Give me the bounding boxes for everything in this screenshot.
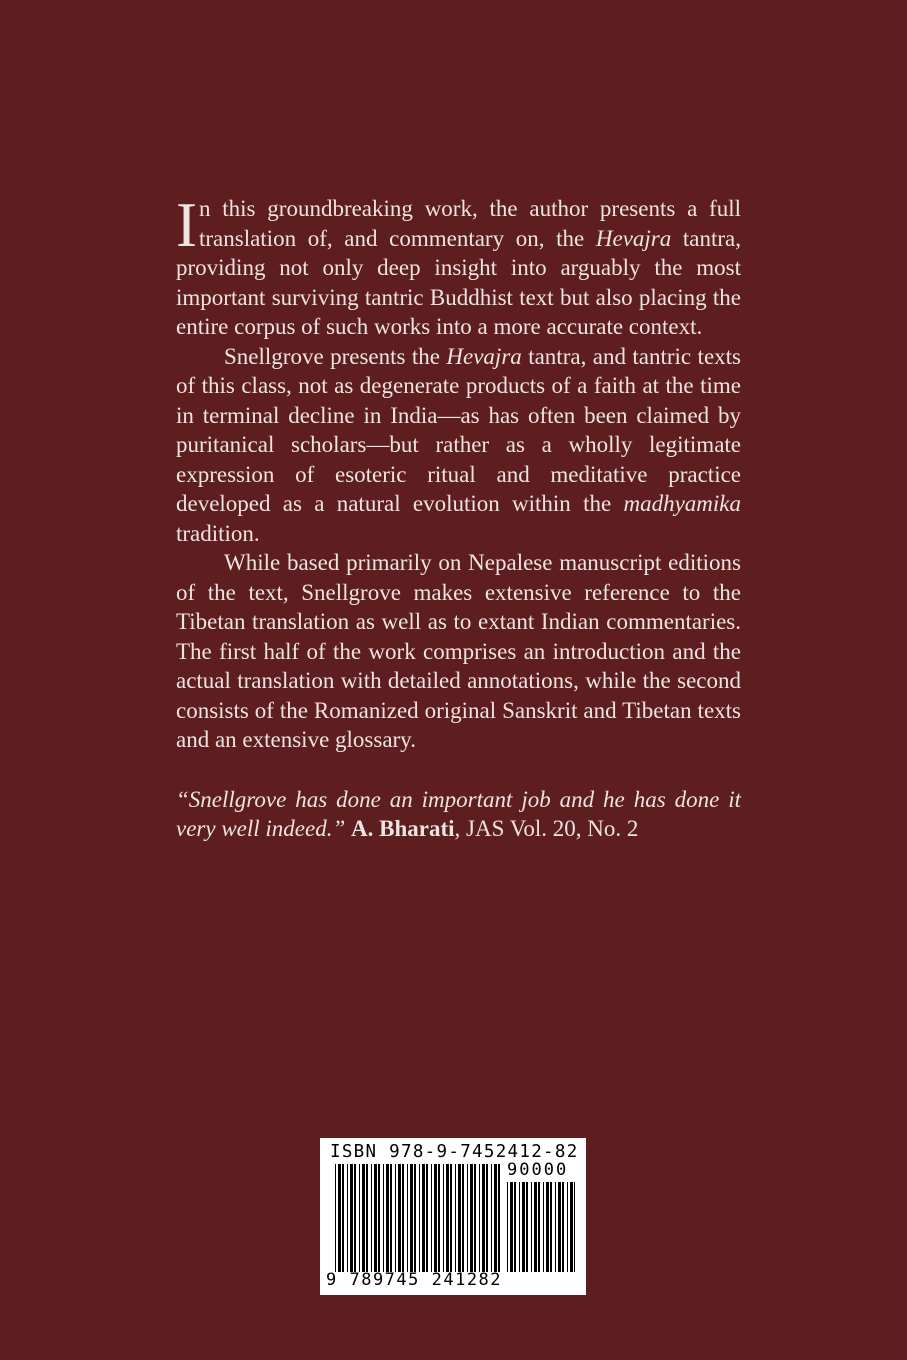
barcode-bar	[438, 1164, 440, 1272]
barcode-bar	[386, 1164, 389, 1272]
blurb-p2-term: madhyamika	[623, 491, 741, 516]
barcode-bar	[555, 1182, 556, 1272]
barcode-bar	[455, 1164, 456, 1272]
barcode-bar	[422, 1164, 425, 1272]
blurb-p2-text-c: tradition.	[176, 520, 260, 546]
barcode-bar	[458, 1164, 461, 1272]
barcode-bar	[378, 1164, 380, 1272]
barcode-bar	[531, 1182, 532, 1272]
barcode-bar	[366, 1164, 368, 1272]
isbn-label: ISBN 978-9-7452412-82	[330, 1142, 579, 1162]
blurb-p2-text-b: tantra, and tantric texts of this class, not as degenerate products of a faith at the time in terminal decline in India—as has often been claimed by puritanical scholars—but rather as a wholly legitimate expression of esoteric ritual and meditative practice developed as a natural evolution within the	[176, 343, 741, 516]
barcode-bar	[462, 1164, 464, 1272]
barcode-bar	[371, 1164, 372, 1272]
barcode-bar	[494, 1164, 497, 1272]
barcode-bar	[383, 1164, 384, 1272]
blurb-p1-title: Hevajra	[595, 225, 672, 251]
review-quote	[176, 785, 741, 844]
barcode-bar	[574, 1182, 575, 1272]
barcode-bar	[491, 1164, 492, 1272]
barcode-bar	[482, 1164, 485, 1272]
barcode-bar	[498, 1164, 500, 1272]
barcode-bar	[395, 1164, 396, 1272]
barcode-bar	[414, 1164, 416, 1272]
barcode-bar	[410, 1164, 413, 1272]
barcode-bar	[443, 1164, 444, 1272]
barcode-bar	[362, 1164, 365, 1272]
blurb-paragraph-2	[176, 342, 741, 549]
drop-cap: I	[176, 190, 197, 260]
barcode-bar	[450, 1164, 452, 1272]
blurb-p1-text-b: tantra, providing not only deep insight into arguably the most important surviving tantric Buddhist text but also placing the entire corpus of such works into a more accurate context.	[176, 225, 742, 339]
barcode-bar	[486, 1164, 488, 1272]
blurb-paragraph-1	[176, 190, 742, 342]
barcode-bar	[538, 1182, 540, 1272]
barcode-bar	[519, 1182, 520, 1272]
blurb-p2-text-a: Snellgrove presents the	[224, 343, 447, 369]
barcode-bar	[407, 1164, 408, 1272]
barcode-bar	[570, 1182, 573, 1272]
ean-digits: 9 789745 241282	[326, 1270, 503, 1290]
barcode-bar	[479, 1164, 480, 1272]
barcode-bar	[543, 1182, 544, 1272]
barcode-bar	[335, 1164, 336, 1272]
barcode-bar	[470, 1164, 473, 1272]
barcode-bar	[359, 1164, 360, 1272]
barcode-bar	[338, 1164, 341, 1272]
barcode-bar	[526, 1182, 528, 1272]
barcode-bar	[398, 1164, 401, 1272]
blurb-paragraph-3: While based primarily on Nepalese manuscript editions of the text, Snellgrove makes extensive reference to the Tibetan translation as well as to extant Indian commentaries. The first half of the work comprises an introduction and the actual translation with detailed annotations, while the second consists of the Romanized original Sanskrit and Tibetan texts and an extensive glossary.	[176, 550, 741, 752]
blurb-p2-title: Hevajra	[446, 343, 522, 369]
barcode-bar	[402, 1164, 404, 1272]
barcode-bar	[354, 1164, 356, 1272]
barcode-bar	[434, 1164, 437, 1272]
quote-source: , JAS Vol. 20, No. 2	[454, 816, 639, 841]
barcode-bar	[467, 1164, 468, 1272]
barcode-bar	[567, 1182, 568, 1272]
barcode-bar	[510, 1182, 513, 1272]
barcode-bar	[342, 1164, 344, 1272]
isbn-barcode	[320, 1138, 586, 1295]
barcode-bar	[550, 1182, 552, 1272]
barcode-bar	[522, 1182, 525, 1272]
barcode-bar	[390, 1164, 392, 1272]
barcode-bar	[534, 1182, 537, 1272]
ean-barcode-bars	[335, 1164, 501, 1272]
barcode-bar	[562, 1182, 564, 1272]
barcode-bar	[474, 1164, 476, 1272]
addon-barcode-bars	[507, 1182, 575, 1272]
barcode-bar	[431, 1164, 432, 1272]
blurb-p1-text-a: n this groundbreaking work, the author presents a full translation of, and commentary on, the	[198, 196, 741, 251]
barcode-bar	[347, 1164, 348, 1272]
barcode-bar	[514, 1182, 516, 1272]
barcode-bar	[558, 1182, 561, 1272]
barcode-bar	[507, 1182, 508, 1272]
barcode-bar	[546, 1182, 549, 1272]
barcode-bar	[350, 1164, 353, 1272]
quote-author: A. Bharati	[351, 816, 455, 841]
back-cover-blurb	[176, 190, 742, 844]
barcode-bar	[419, 1164, 420, 1272]
quote-text: “Snellgrove has done an important job and he has done it very well indeed.”	[176, 786, 741, 841]
barcode-bar	[446, 1164, 449, 1272]
barcode-bar	[374, 1164, 377, 1272]
price-code: 90000	[507, 1160, 569, 1180]
barcode-bar	[426, 1164, 428, 1272]
